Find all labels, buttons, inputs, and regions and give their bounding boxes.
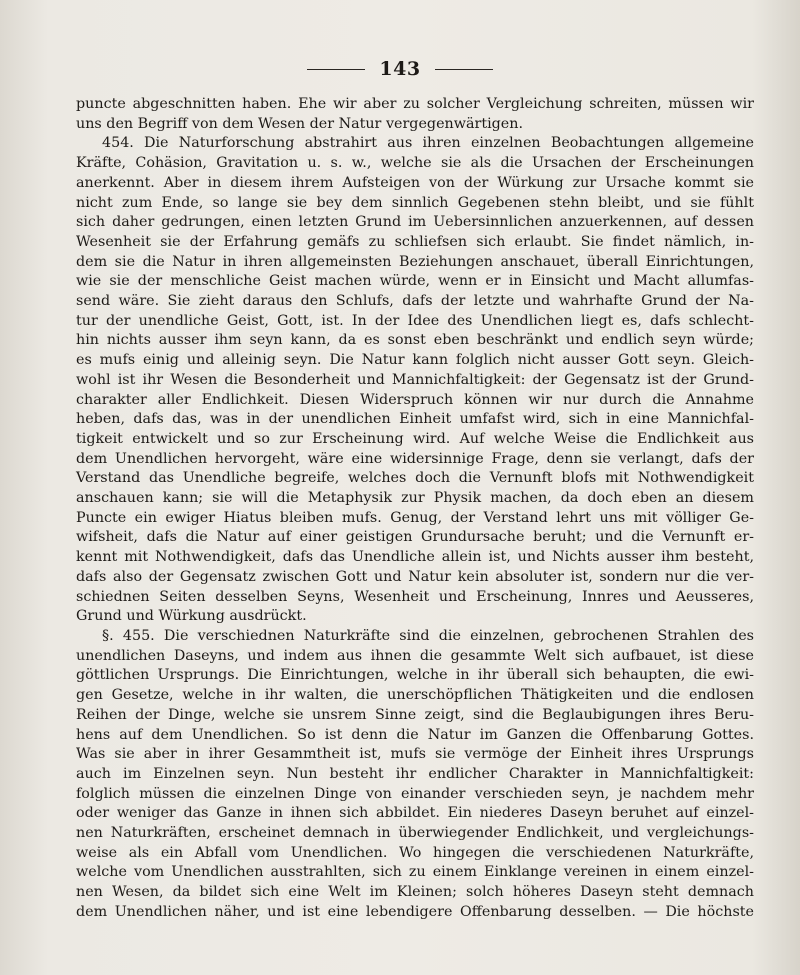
- text-line: oder weniger das Ganze in ihnen sich abbildet. Ein niederes Daseyn beruhet auf einzel-: [76, 805, 754, 822]
- text-line: 454. Die Naturforschung abstrahirt aus ihren einzelnen Beobachtungen allgemeine: [102, 135, 754, 152]
- text-line: Kräfte, Cohäsion, Gravitation u. s. w., welche sie als die Ursachen der Erscheinungen: [76, 155, 754, 172]
- text-line: uns den Begriff von dem Wesen der Natur vergegenwärtigen.: [76, 115, 524, 132]
- text-line: dem Unendlichen näher, und ist eine lebendigere Offenbarung desselben. — Die höchste: [76, 903, 754, 920]
- text-line: göttlichen Ursprungs. Die Einrichtungen, welche in ihr überall sich behaupten, die ewi-: [76, 667, 754, 684]
- text-line: dafs also der Gegensatz zwischen Gott und Natur kein absoluter ist, sondern nur die ver-: [76, 568, 754, 585]
- text-line: send wäre. Sie zieht daraus den Schlufs, dafs der letzte und wahrhafte Grund der Na-: [76, 293, 754, 310]
- text-line: Puncte ein ewiger Hiatus bleiben mufs. Genug, der Verstand lehrt uns mit völliger Ge-: [76, 509, 754, 526]
- text-line: wifsheit, dafs die Natur auf einer geistigen Grundursache beruht; und die Vernunft er-: [76, 529, 754, 546]
- text-line: tur der unendliche Geist, Gott, ist. In der Idee des Unendlichen liegt es, dafs schlecht-: [76, 312, 754, 329]
- text-line: dem sie die Natur in ihren allgemeinsten Beziehungen anschauet, überall Einrichtungen,: [76, 253, 754, 270]
- text-line: Wesenheit sie der Erfahrung gemäfs zu schliefsen sich erlaubt. Sie findet nämlich, in-: [76, 233, 754, 250]
- paragraph-455: [76, 627, 754, 923]
- text-line: welche vom Unendlichen ausstrahlten, sich zu einem Einklange vereinen in einem einzel-: [76, 864, 754, 881]
- text-line: §. 455. Die verschiednen Naturkräfte sind die einzelnen, gebrochenen Strahlen des: [102, 627, 754, 644]
- page-number: 143: [379, 58, 421, 80]
- text-line: charakter aller Endlichkeit. Diesen Widerspruch können wir nur durch die Annahme: [76, 391, 754, 408]
- text-line: kennt mit Nothwendigkeit, dafs das Unendliche allein ist, und Nichts ausser ihm besteht,: [76, 549, 754, 566]
- text-line: es mufs einig und alleinig seyn. Die Natur kann folglich nicht ausser Gott seyn. Gleich-: [76, 352, 754, 369]
- text-line: nen Naturkräften, erscheinet demnach in überwiegender Endlichkeit, und vergleichungs-: [76, 825, 754, 842]
- text-line: folglich müssen die einzelnen Dinge von einander verschieden seyn, je nachdem mehr: [76, 785, 754, 802]
- text-line: nicht zum Ende, so lange sie bey dem sinnlich Gegebenen stehn bleibt, und sie fühlt: [76, 194, 754, 211]
- text-line: heben, dafs das, was in der unendlichen Einheit umfafst wird, sich in eine Mannichfal-: [76, 411, 754, 428]
- header-rule-right: [435, 69, 493, 70]
- text-line: auch im Einzelnen seyn. Nun besteht ihr endlicher Charakter in Mannichfaltigkeit:: [76, 765, 754, 782]
- text-line: schiednen Seiten desselben Seyns, Wesenheit und Erscheinung, Innres und Aeusseres,: [76, 588, 754, 605]
- header-rule-left: [307, 69, 365, 70]
- text-line: sich daher gedrungen, einen letzten Grund im Uebersinnlichen anzuerkennen, auf dessen: [76, 214, 754, 231]
- text-line: Grund und Würkung ausdrückt.: [76, 608, 307, 625]
- paragraph-continuation: [76, 95, 754, 134]
- text-line: Verstand das Unendliche begreife, welches doch die Vernunft blofs mit Nothwendigkeit: [76, 470, 754, 487]
- body-text: [76, 95, 754, 923]
- text-line: weise als ein Abfall vom Unendlichen. Wo hingegen die verschiedenen Naturkräfte,: [76, 844, 754, 861]
- paragraph-454: [76, 134, 754, 627]
- text-line: wohl ist ihr Wesen die Besonderheit und Mannichfaltigkeit: der Gegensatz ist der Grund-: [76, 371, 754, 388]
- text-line: hens auf dem Unendlichen. So ist denn die Natur im Ganzen die Offenbarung Gottes.: [76, 726, 754, 743]
- text-line: gen Gesetze, welche in ihr walten, die unerschöpflichen Thätigkeiten und die endlosen: [76, 687, 754, 704]
- text-line: unendlichen Daseyns, und indem aus ihnen die gesammte Welt sich aufbauet, ist diese: [76, 647, 754, 664]
- text-line: Was sie aber in ihrer Gesammtheit ist, mufs sie vermöge der Einheit ihres Ursprungs: [76, 746, 754, 763]
- page-header: [0, 58, 800, 80]
- text-line: wie sie der menschliche Geist machen würde, wenn er in Einsicht und Macht allumfas-: [76, 273, 754, 290]
- text-line: nen Wesen, da bildet sich eine Welt im Kleinen; solch höheres Daseyn steht demnach: [76, 884, 754, 901]
- text-line: hin nichts ausser ihm seyn kann, da es sonst eben beschränkt und endlich seyn würde;: [76, 332, 754, 349]
- text-line: tigkeit entwickelt und so zur Erscheinung wird. Auf welche Weise die Endlichkeit aus: [76, 430, 754, 447]
- text-line: anschauen kann; sie will die Metaphysik zur Physik machen, da doch eben an diesem: [76, 490, 754, 507]
- text-line: dem Unendlichen hervorgeht, wäre eine widersinnige Frage, denn sie verlangt, dafs der: [76, 450, 754, 467]
- text-line: puncte abgeschnitten haben. Ehe wir aber zu solcher Vergleichung schreiten, müssen wir: [76, 96, 754, 112]
- text-line: anerkennt. Aber in diesem ihrem Aufsteigen von der Würkung zur Ursache kommt sie: [76, 174, 754, 191]
- text-line: Reihen der Dinge, welche sie unsrem Sinne zeigt, sind die Beglaubigungen ihres Beru-: [76, 706, 754, 723]
